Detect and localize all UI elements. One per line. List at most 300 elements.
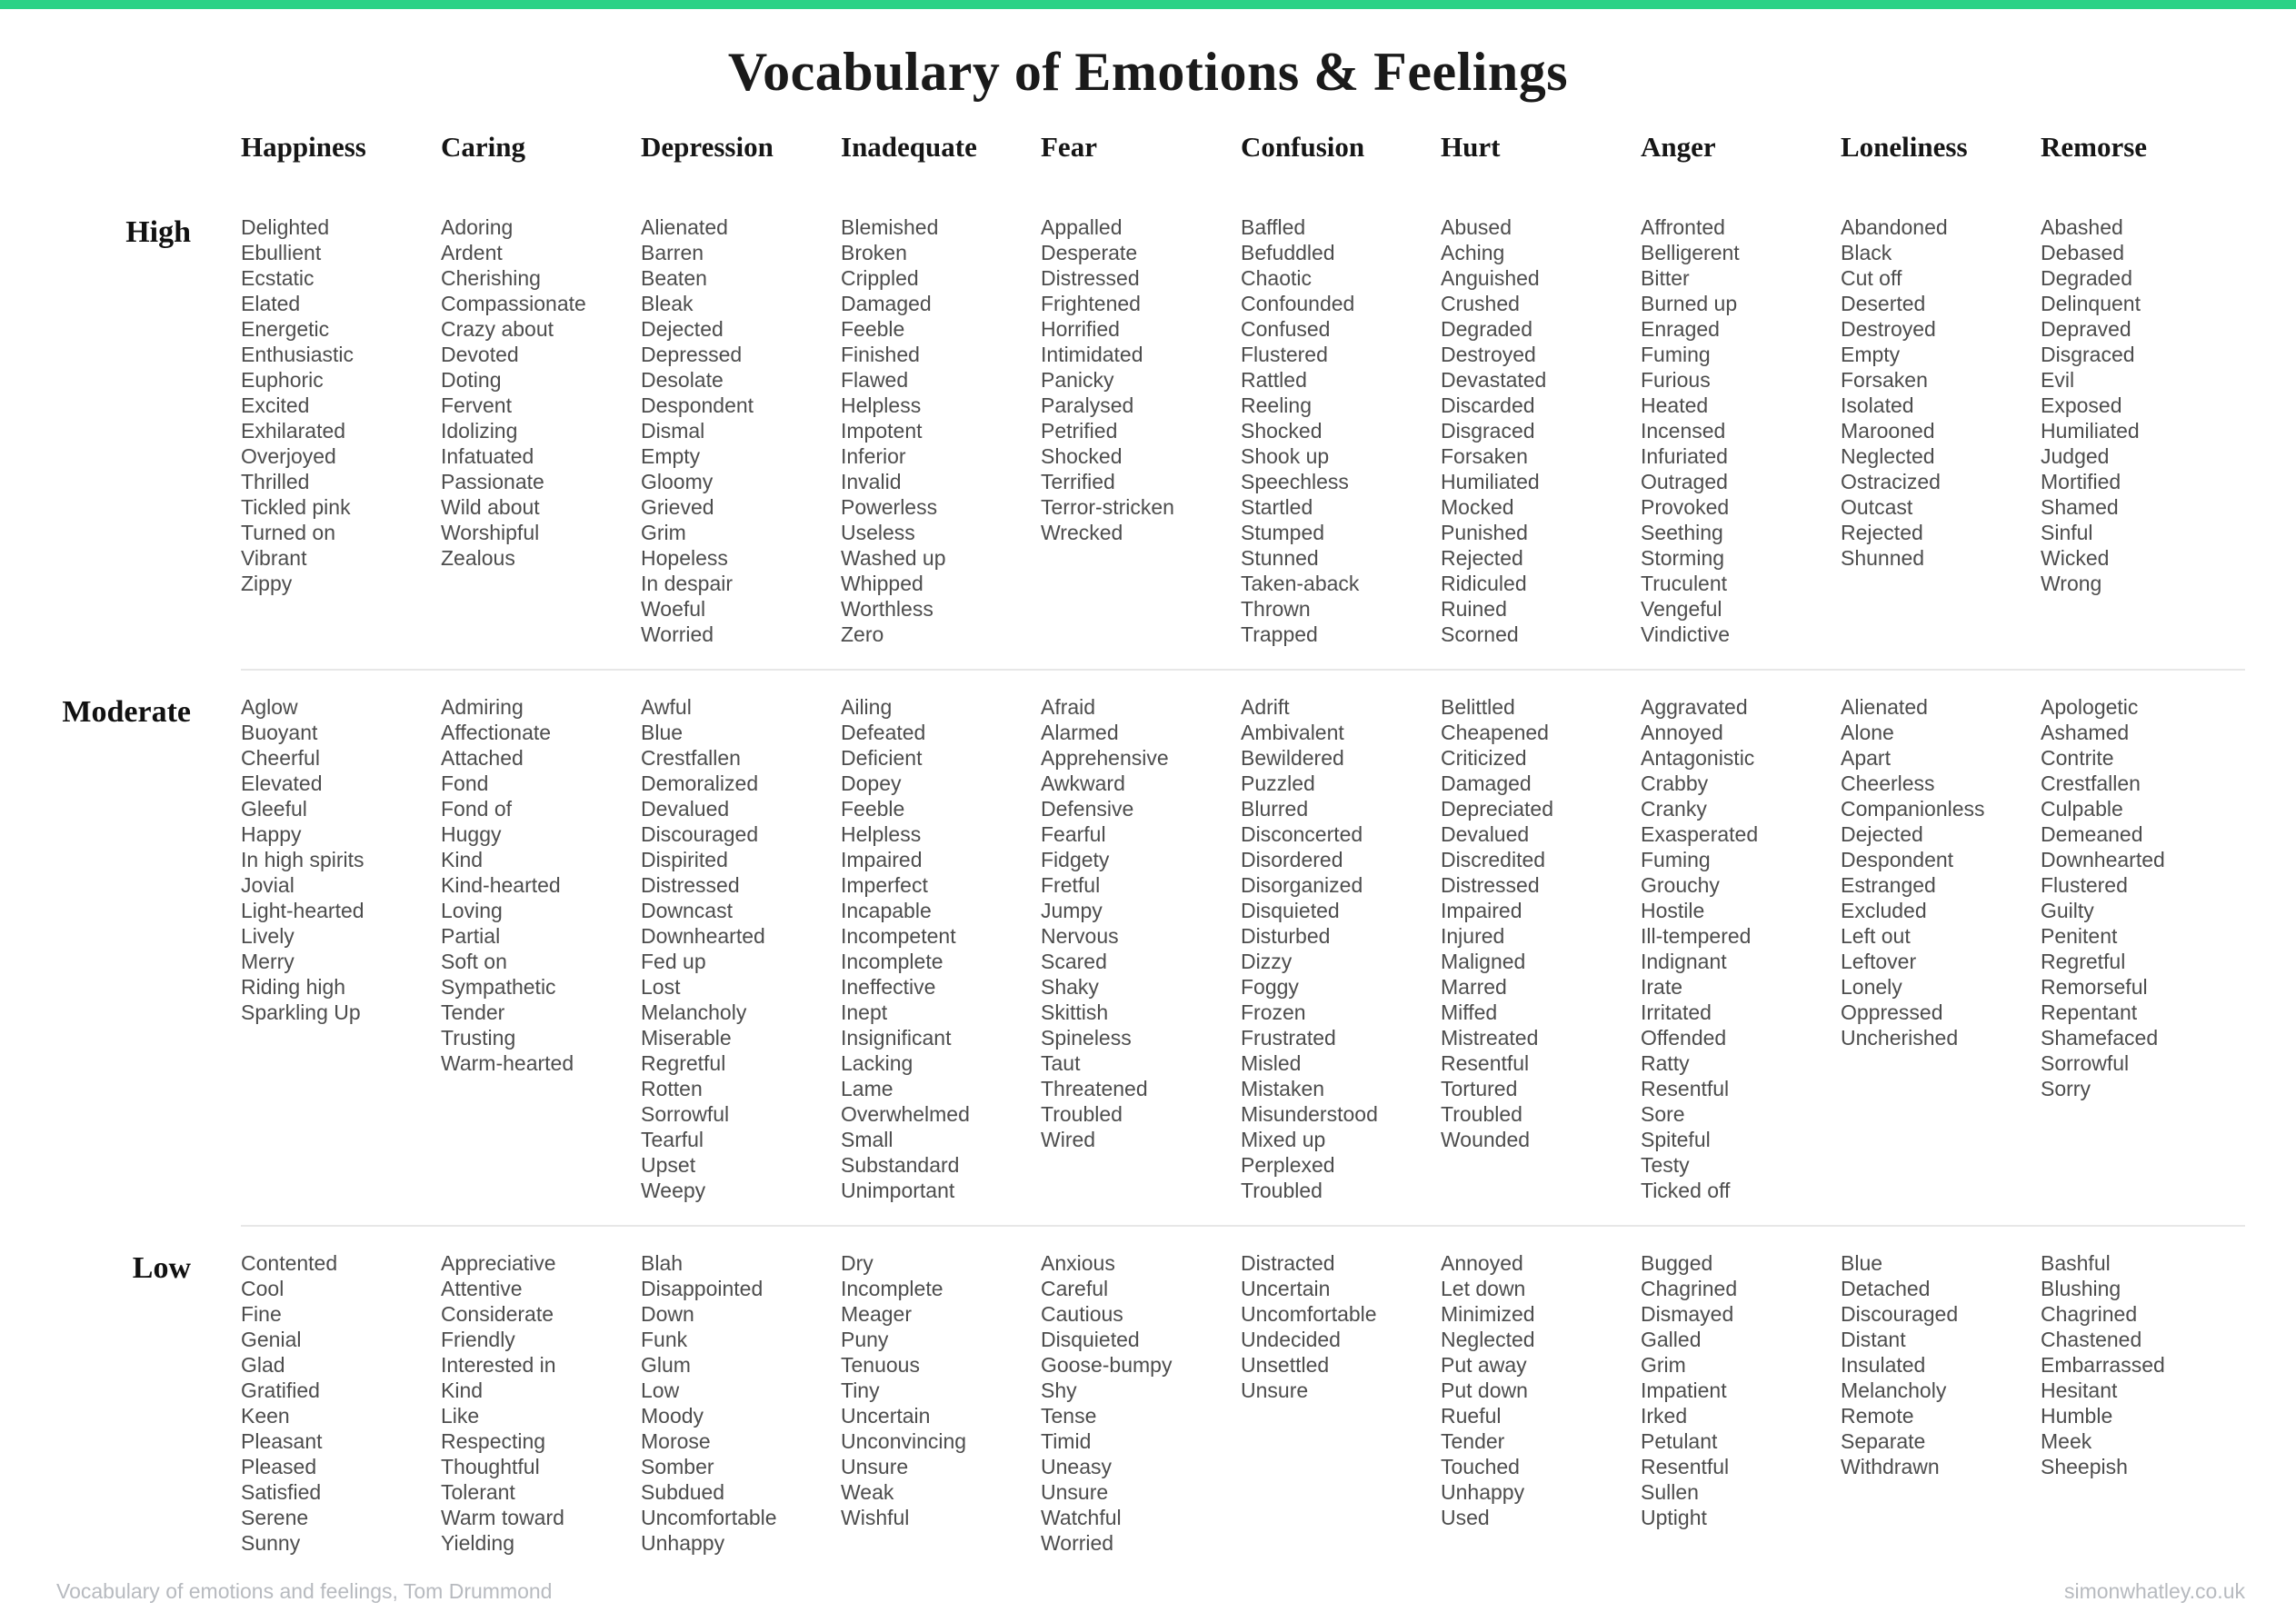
emotion-word: Outraged bbox=[1641, 470, 1728, 493]
emotion-word: Fine bbox=[241, 1302, 282, 1326]
emotion-word: Puny bbox=[841, 1328, 889, 1351]
emotion-word: Mortified bbox=[2041, 470, 2121, 493]
emotion-word: Deserted bbox=[1841, 292, 1926, 315]
emotion-word: Affectionate bbox=[441, 721, 552, 744]
emotion-word: Bewildered bbox=[1241, 746, 1344, 770]
emotion-word: Belittled bbox=[1441, 695, 1515, 719]
emotion-word: Insulated bbox=[1841, 1353, 1926, 1377]
emotion-word: Spineless bbox=[1041, 1026, 1132, 1050]
emotion-word: Taken-aback bbox=[1241, 572, 1360, 595]
emotion-word: Foggy bbox=[1241, 975, 1299, 999]
emotion-word: Genial bbox=[241, 1328, 302, 1351]
emotion-word: Miserable bbox=[641, 1026, 732, 1050]
emotion-word: Grim bbox=[1641, 1353, 1686, 1377]
emotion-word: Blemished bbox=[841, 215, 939, 239]
emotion-word: Dizzy bbox=[1241, 950, 1293, 973]
emotion-word: Speechless bbox=[1241, 470, 1349, 493]
emotion-word: Melancholy bbox=[1841, 1378, 1947, 1402]
emotion-word: Zippy bbox=[241, 572, 293, 595]
emotion-word: Terror-stricken bbox=[1041, 495, 1174, 519]
emotion-word: Awkward bbox=[1041, 771, 1125, 795]
emotion-word: Unsure bbox=[1041, 1480, 1109, 1504]
emotion-word: Deficient bbox=[841, 746, 923, 770]
emotion-word: Regretful bbox=[641, 1051, 726, 1075]
emotion-word: Remorseful bbox=[2041, 975, 2148, 999]
word-list-moderate-caring bbox=[441, 694, 641, 1076]
emotion-word: Interested in bbox=[441, 1353, 556, 1377]
emotion-word: Ticked off bbox=[1641, 1179, 1731, 1202]
emotion-word: Punished bbox=[1441, 521, 1528, 544]
emotion-word: Seething bbox=[1641, 521, 1723, 544]
emotion-word: Lost bbox=[641, 975, 681, 999]
emotion-word: Exposed bbox=[2041, 393, 2122, 417]
emotion-word: Euphoric bbox=[241, 368, 324, 392]
emotion-word: Unimportant bbox=[841, 1179, 955, 1202]
word-list-low-happiness bbox=[241, 1250, 441, 1556]
emotion-word: Kind bbox=[441, 1378, 484, 1402]
word-list-high-fear bbox=[1041, 214, 1241, 545]
emotion-word: Shook up bbox=[1241, 444, 1330, 468]
emotion-word: Baffled bbox=[1241, 215, 1306, 239]
section-low bbox=[0, 1250, 2296, 1556]
emotion-word: Heated bbox=[1641, 393, 1709, 417]
emotion-word: Degraded bbox=[2041, 266, 2133, 290]
emotion-word: Mixed up bbox=[1241, 1128, 1326, 1151]
emotion-word: Dejected bbox=[641, 317, 724, 341]
word-list-low-loneliness bbox=[1841, 1250, 2041, 1479]
emotion-word: Marred bbox=[1441, 975, 1507, 999]
emotion-word: Contrite bbox=[2041, 746, 2114, 770]
emotion-word: Fretful bbox=[1041, 873, 1101, 897]
emotion-word: Tickled pink bbox=[241, 495, 351, 519]
emotion-word: Elated bbox=[241, 292, 301, 315]
emotion-word: Somber bbox=[641, 1455, 714, 1478]
row-label-high: High bbox=[125, 215, 191, 249]
emotion-word: Touched bbox=[1441, 1455, 1520, 1478]
emotion-word: Moody bbox=[641, 1404, 704, 1428]
word-list-high-happiness bbox=[241, 214, 441, 596]
emotion-word: Grieved bbox=[641, 495, 714, 519]
emotion-word: Fed up bbox=[641, 950, 706, 973]
emotion-word: Debased bbox=[2041, 241, 2125, 264]
emotion-word: Distressed bbox=[1441, 873, 1540, 897]
emotion-word: Sorry bbox=[2041, 1077, 2091, 1100]
emotion-word: Rueful bbox=[1441, 1404, 1502, 1428]
emotion-word: Low bbox=[641, 1378, 680, 1402]
emotion-word: Barren bbox=[641, 241, 704, 264]
emotion-word: Elevated bbox=[241, 771, 323, 795]
emotion-word: Humiliated bbox=[2041, 419, 2140, 443]
emotion-word: Shocked bbox=[1041, 444, 1123, 468]
emotion-word: Bitter bbox=[1641, 266, 1690, 290]
emotion-word: Uncertain bbox=[1241, 1277, 1331, 1300]
emotion-word: Depraved bbox=[2041, 317, 2131, 341]
emotion-word: Wishful bbox=[841, 1506, 910, 1529]
emotion-word: Incomplete bbox=[841, 950, 943, 973]
emotion-word: Idolizing bbox=[441, 419, 518, 443]
emotion-word: Black bbox=[1841, 241, 1892, 264]
emotion-word: Loving bbox=[441, 899, 503, 922]
emotion-word: Glad bbox=[241, 1353, 285, 1377]
word-list-low-fear bbox=[1041, 1250, 1241, 1556]
emotion-word: Adoring bbox=[441, 215, 514, 239]
emotion-word: Pleased bbox=[241, 1455, 317, 1478]
emotion-word: Rotten bbox=[641, 1077, 703, 1100]
emotion-word: Mocked bbox=[1441, 495, 1514, 519]
emotion-word: Mistaken bbox=[1241, 1077, 1325, 1100]
emotion-word: Turned on bbox=[241, 521, 335, 544]
emotion-word: Dopey bbox=[841, 771, 902, 795]
emotion-word: Criticized bbox=[1441, 746, 1527, 770]
section-moderate bbox=[0, 694, 2296, 1203]
emotion-word: Shocked bbox=[1241, 419, 1323, 443]
emotion-word: Ebullient bbox=[241, 241, 322, 264]
emotion-word: Powerless bbox=[841, 495, 938, 519]
emotion-word: Impotent bbox=[841, 419, 923, 443]
emotion-word: Panicky bbox=[1041, 368, 1114, 392]
emotion-word: Watchful bbox=[1041, 1506, 1122, 1529]
emotion-word: Used bbox=[1441, 1506, 1490, 1529]
emotion-word: Downhearted bbox=[641, 924, 765, 948]
footer-attribution: Vocabulary of emotions and feelings, Tom Drummond bbox=[56, 1579, 553, 1603]
emotion-word: Sympathetic bbox=[441, 975, 556, 999]
emotion-word: Incensed bbox=[1641, 419, 1726, 443]
emotion-word: Helpless bbox=[841, 393, 922, 417]
footer bbox=[56, 1579, 2245, 1604]
emotion-word: Impaired bbox=[841, 848, 923, 871]
emotion-word: Shaky bbox=[1041, 975, 1099, 999]
emotion-word: Tiny bbox=[841, 1378, 880, 1402]
emotion-word: Bashful bbox=[2041, 1251, 2111, 1275]
emotion-word: Marooned bbox=[1841, 419, 1935, 443]
emotion-word: Skittish bbox=[1041, 1000, 1109, 1024]
emotion-word: Neglected bbox=[1841, 444, 1935, 468]
emotion-word: Incompetent bbox=[841, 924, 956, 948]
emotion-word: Worthless bbox=[841, 597, 933, 621]
emotion-word: Trapped bbox=[1241, 622, 1318, 646]
emotion-word: Unhappy bbox=[641, 1531, 725, 1555]
emotion-word: Soft on bbox=[441, 950, 507, 973]
emotion-word: Forsaken bbox=[1841, 368, 1928, 392]
emotion-word: Rattled bbox=[1241, 368, 1307, 392]
emotion-word: Appreciative bbox=[441, 1251, 556, 1275]
emotion-word: Partial bbox=[441, 924, 501, 948]
emotion-word: Irked bbox=[1641, 1404, 1688, 1428]
emotion-word: Isolated bbox=[1841, 393, 1914, 417]
emotion-word: Kind bbox=[441, 848, 484, 871]
emotion-word: Scared bbox=[1041, 950, 1107, 973]
emotion-word: Outcast bbox=[1841, 495, 1913, 519]
word-list-low-caring bbox=[441, 1250, 641, 1556]
emotion-word: Compassionate bbox=[441, 292, 586, 315]
emotion-word: Fond bbox=[441, 771, 489, 795]
emotion-word: Rejected bbox=[1441, 546, 1523, 570]
emotion-word: Weak bbox=[841, 1480, 894, 1504]
emotion-word: Light-hearted bbox=[241, 899, 364, 922]
emotion-word: Ridiculed bbox=[1441, 572, 1527, 595]
emotion-word: Whipped bbox=[841, 572, 923, 595]
emotion-word: Irritated bbox=[1641, 1000, 1712, 1024]
emotion-word: Withdrawn bbox=[1841, 1455, 1940, 1478]
emotion-word: Fearful bbox=[1041, 822, 1106, 846]
emotion-word: Judged bbox=[2041, 444, 2110, 468]
emotion-word: Thoughtful bbox=[441, 1455, 540, 1478]
emotion-word: Warm toward bbox=[441, 1506, 564, 1529]
emotion-word: Wrong bbox=[2041, 572, 2102, 595]
column-header-remorse: Remorse bbox=[2041, 131, 2148, 163]
emotion-word: Stumped bbox=[1241, 521, 1325, 544]
emotion-word: Chagrined bbox=[1641, 1277, 1738, 1300]
emotion-word: Wicked bbox=[2041, 546, 2110, 570]
emotion-word: Dispirited bbox=[641, 848, 728, 871]
emotion-word: Gratified bbox=[241, 1378, 320, 1402]
emotion-word: Woeful bbox=[641, 597, 706, 621]
emotion-word: Repentant bbox=[2041, 1000, 2138, 1024]
emotion-word: Antagonistic bbox=[1641, 746, 1755, 770]
emotion-word: Evil bbox=[2041, 368, 2075, 392]
word-list-high-inadequate bbox=[841, 214, 1041, 647]
emotion-word: In high spirits bbox=[241, 848, 364, 871]
emotion-word: Impaired bbox=[1441, 899, 1522, 922]
emotion-word: Galled bbox=[1641, 1328, 1702, 1351]
emotion-word: Weepy bbox=[641, 1179, 706, 1202]
emotion-word: Overjoyed bbox=[241, 444, 336, 468]
emotion-word: Flustered bbox=[2041, 873, 2128, 897]
emotion-word: Riding high bbox=[241, 975, 346, 999]
emotion-word: Discouraged bbox=[641, 822, 759, 846]
emotion-word: Undecided bbox=[1241, 1328, 1341, 1351]
emotion-word: Thrilled bbox=[241, 470, 310, 493]
word-list-moderate-remorse bbox=[2041, 694, 2241, 1101]
emotion-word: Paralysed bbox=[1041, 393, 1134, 417]
emotion-word: Incomplete bbox=[841, 1277, 943, 1300]
row-label-moderate: Moderate bbox=[62, 695, 191, 729]
emotion-word: Estranged bbox=[1841, 873, 1936, 897]
column-header-loneliness: Loneliness bbox=[1841, 131, 1968, 163]
emotion-word: Zealous bbox=[441, 546, 515, 570]
emotion-word: Spiteful bbox=[1641, 1128, 1711, 1151]
emotion-word: Devalued bbox=[641, 797, 730, 821]
emotion-word: Dejected bbox=[1841, 822, 1923, 846]
emotion-word: Forsaken bbox=[1441, 444, 1528, 468]
emotion-word: Dry bbox=[841, 1251, 873, 1275]
emotion-word: Sullen bbox=[1641, 1480, 1699, 1504]
emotion-word: Damaged bbox=[1441, 771, 1532, 795]
emotion-word: Feeble bbox=[841, 797, 905, 821]
emotion-word: Sparkling Up bbox=[241, 1000, 361, 1024]
emotion-word: Tearful bbox=[641, 1128, 704, 1151]
emotion-word: Ineffective bbox=[841, 975, 936, 999]
emotion-word: Afraid bbox=[1041, 695, 1096, 719]
emotion-word: Apprehensive bbox=[1041, 746, 1169, 770]
emotion-word: Desperate bbox=[1041, 241, 1138, 264]
word-list-moderate-loneliness bbox=[1841, 694, 2041, 1050]
emotion-word: Damaged bbox=[841, 292, 932, 315]
emotion-word: Worried bbox=[1041, 1531, 1114, 1555]
emotion-word: Threatened bbox=[1041, 1077, 1148, 1100]
emotion-word: Provoked bbox=[1641, 495, 1730, 519]
emotion-word: Annoyed bbox=[1641, 721, 1723, 744]
emotion-word: Attached bbox=[441, 746, 524, 770]
emotion-word: Tender bbox=[1441, 1429, 1505, 1453]
emotion-word: Lame bbox=[841, 1077, 893, 1100]
emotion-word: Respecting bbox=[441, 1429, 546, 1453]
emotion-word: Inept bbox=[841, 1000, 888, 1024]
emotion-word: Shy bbox=[1041, 1378, 1077, 1402]
emotion-word: Horrified bbox=[1041, 317, 1120, 341]
emotion-word: Blue bbox=[641, 721, 684, 744]
emotion-word: Energetic bbox=[241, 317, 330, 341]
emotion-word: Despondent bbox=[641, 393, 754, 417]
emotion-word: Indignant bbox=[1641, 950, 1727, 973]
emotion-word: Pleasant bbox=[241, 1429, 323, 1453]
emotion-word: Bugged bbox=[1641, 1251, 1713, 1275]
emotion-word: Unsure bbox=[841, 1455, 909, 1478]
section-divider bbox=[241, 669, 2245, 671]
emotion-word: Alarmed bbox=[1041, 721, 1119, 744]
emotion-word: Lacking bbox=[841, 1051, 913, 1075]
emotion-word: Yielding bbox=[441, 1531, 514, 1555]
emotion-word: Belligerent bbox=[1641, 241, 1740, 264]
emotion-word: Irate bbox=[1641, 975, 1683, 999]
emotion-word: Puzzled bbox=[1241, 771, 1315, 795]
column-header-anger: Anger bbox=[1641, 131, 1716, 163]
emotion-word: Uncherished bbox=[1841, 1026, 1959, 1050]
word-list-high-remorse bbox=[2041, 214, 2241, 596]
emotion-word: Funk bbox=[641, 1328, 688, 1351]
emotion-word: Culpable bbox=[2041, 797, 2123, 821]
emotion-word: Like bbox=[441, 1404, 480, 1428]
emotion-word: Put down bbox=[1441, 1378, 1528, 1402]
emotion-word: Melancholy bbox=[641, 1000, 747, 1024]
emotion-word: Alienated bbox=[1841, 695, 1928, 719]
word-list-moderate-depression bbox=[641, 694, 841, 1203]
emotion-word: Sinful bbox=[2041, 521, 2093, 544]
emotion-word: Disgraced bbox=[1441, 419, 1535, 443]
emotion-word: Beaten bbox=[641, 266, 707, 290]
emotion-word: Unhappy bbox=[1441, 1480, 1525, 1504]
word-list-moderate-anger bbox=[1641, 694, 1841, 1203]
emotion-word: Wild about bbox=[441, 495, 540, 519]
emotion-word: Petulant bbox=[1641, 1429, 1718, 1453]
emotion-word: Disquieted bbox=[1241, 899, 1340, 922]
emotion-word: Burned up bbox=[1641, 292, 1738, 315]
emotion-word: Mistreated bbox=[1441, 1026, 1539, 1050]
word-list-high-depression bbox=[641, 214, 841, 647]
word-list-moderate-confusion bbox=[1241, 694, 1441, 1203]
emotion-word: Shunned bbox=[1841, 546, 1925, 570]
emotion-word: Cut off bbox=[1841, 266, 1902, 290]
emotion-word: Aching bbox=[1441, 241, 1505, 264]
emotion-word: Subdued bbox=[641, 1480, 725, 1504]
emotion-word: Crestfallen bbox=[2041, 771, 2141, 795]
emotion-word: Morose bbox=[641, 1429, 711, 1453]
emotion-word: Flustered bbox=[1241, 343, 1328, 366]
emotion-word: Grim bbox=[641, 521, 686, 544]
emotion-word: Chagrined bbox=[2041, 1302, 2138, 1326]
column-header-row bbox=[0, 129, 2296, 165]
emotion-word: Meager bbox=[841, 1302, 912, 1326]
emotion-word: Huggy bbox=[441, 822, 502, 846]
emotion-word: Helpless bbox=[841, 822, 922, 846]
emotion-word: Crestfallen bbox=[641, 746, 741, 770]
emotion-word: Sheepish bbox=[2041, 1455, 2128, 1478]
emotion-word: Anxious bbox=[1041, 1251, 1115, 1275]
emotion-word: Fidgety bbox=[1041, 848, 1110, 871]
emotion-word: Blushing bbox=[2041, 1277, 2121, 1300]
emotion-word: Despondent bbox=[1841, 848, 1954, 871]
emotion-word: Regretful bbox=[2041, 950, 2126, 973]
emotion-word: Testy bbox=[1641, 1153, 1690, 1177]
emotion-word: Hostile bbox=[1641, 899, 1705, 922]
emotion-word: Tolerant bbox=[441, 1480, 515, 1504]
emotion-word: Jovial bbox=[241, 873, 294, 897]
emotion-word: Devoted bbox=[441, 343, 519, 366]
column-header-hurt: Hurt bbox=[1441, 131, 1501, 163]
emotion-word: Leftover bbox=[1841, 950, 1917, 973]
emotion-word: Uncomfortable bbox=[1241, 1302, 1377, 1326]
emotion-word: Alone bbox=[1841, 721, 1894, 744]
emotion-word: Buoyant bbox=[241, 721, 318, 744]
emotion-word: Companionless bbox=[1841, 797, 1985, 821]
emotion-word: Cherishing bbox=[441, 266, 541, 290]
emotion-word: Apart bbox=[1841, 746, 1891, 770]
emotion-word: Misled bbox=[1241, 1051, 1302, 1075]
word-list-high-hurt bbox=[1441, 214, 1641, 647]
emotion-word: Aglow bbox=[241, 695, 298, 719]
emotion-word: Sunny bbox=[241, 1531, 301, 1555]
emotion-word: Attentive bbox=[441, 1277, 523, 1300]
emotion-word: Glum bbox=[641, 1353, 691, 1377]
emotion-word: Unsure bbox=[1241, 1378, 1309, 1402]
emotion-word: Apologetic bbox=[2041, 695, 2139, 719]
emotion-word: Worried bbox=[641, 622, 714, 646]
emotion-word: Petrified bbox=[1041, 419, 1118, 443]
word-list-moderate-fear bbox=[1041, 694, 1241, 1152]
emotion-word: Troubled bbox=[1241, 1179, 1323, 1202]
emotion-word: Broken bbox=[841, 241, 907, 264]
emotion-word: Stunned bbox=[1241, 546, 1319, 570]
emotion-word: Defeated bbox=[841, 721, 926, 744]
emotion-word: Adrift bbox=[1241, 695, 1290, 719]
emotion-word: Worshipful bbox=[441, 521, 540, 544]
emotion-word: Disappointed bbox=[641, 1277, 764, 1300]
emotion-word: Warm-hearted bbox=[441, 1051, 574, 1075]
emotion-word: Furious bbox=[1641, 368, 1711, 392]
emotion-word: Detached bbox=[1841, 1277, 1931, 1300]
emotion-word: Sorrowful bbox=[641, 1102, 730, 1126]
emotion-word: Offended bbox=[1641, 1026, 1727, 1050]
emotion-word: Frozen bbox=[1241, 1000, 1306, 1024]
emotion-word: Excited bbox=[241, 393, 310, 417]
emotion-word: Ecstatic bbox=[241, 266, 314, 290]
emotion-word: Aggravated bbox=[1641, 695, 1748, 719]
word-list-high-confusion bbox=[1241, 214, 1441, 647]
word-list-low-depression bbox=[641, 1250, 841, 1556]
emotion-word: Befuddled bbox=[1241, 241, 1335, 264]
emotion-word: Keen bbox=[241, 1404, 290, 1428]
emotion-word: Distressed bbox=[641, 873, 740, 897]
emotion-word: Washed up bbox=[841, 546, 946, 570]
word-list-moderate-happiness bbox=[241, 694, 441, 1025]
emotion-word: Delinquent bbox=[2041, 292, 2141, 315]
word-list-low-inadequate bbox=[841, 1250, 1041, 1530]
emotion-word: Confused bbox=[1241, 317, 1331, 341]
page-title: Vocabulary of Emotions & Feelings bbox=[727, 42, 1569, 102]
emotion-word: Hopeless bbox=[641, 546, 728, 570]
emotion-word: Remote bbox=[1841, 1404, 1914, 1428]
emotion-word: Bleak bbox=[641, 292, 694, 315]
